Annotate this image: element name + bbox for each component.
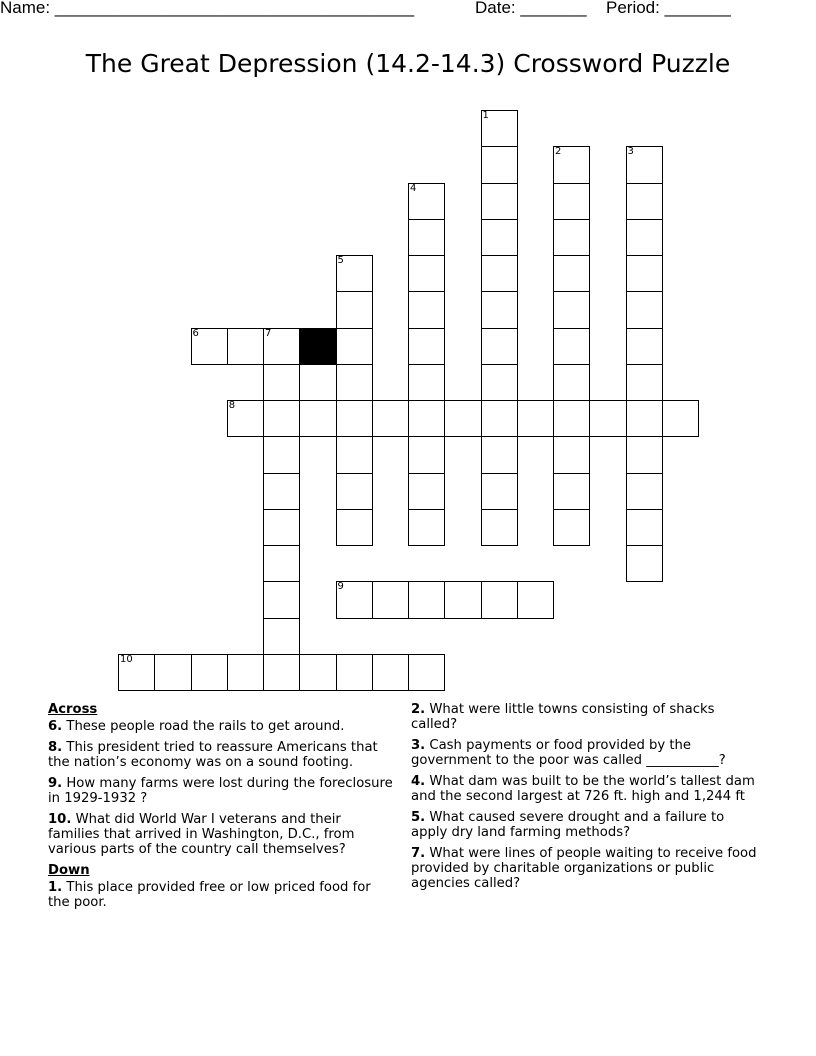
clue-down-7 xyxy=(411,846,761,891)
crossword-cell[interactable] xyxy=(626,473,663,510)
page-title: The Great Depression (14.2-14.3) Crossword Puzzle xyxy=(85,49,731,78)
crossword-cell[interactable] xyxy=(227,400,264,437)
clue-number: 5. xyxy=(411,810,426,825)
crossword-cell[interactable] xyxy=(408,183,445,220)
cell-number: 7 xyxy=(265,327,272,339)
crossword-cell[interactable] xyxy=(626,183,663,220)
crossword-cell[interactable] xyxy=(263,581,300,618)
crossword-cell[interactable] xyxy=(336,255,373,292)
clue-text: These people road the rails to get around. xyxy=(66,719,345,734)
crossword-cell[interactable] xyxy=(227,328,264,365)
down-heading: Down xyxy=(48,863,90,878)
clue-number: 9. xyxy=(48,776,63,791)
clue-number: 6. xyxy=(48,719,63,734)
crossword-cell[interactable] xyxy=(481,255,518,292)
crossword-cell[interactable] xyxy=(408,255,445,292)
crossword-cell[interactable] xyxy=(336,364,373,401)
clue-number: 10. xyxy=(48,812,72,827)
clue-text: Cash payments or food provided by the government to the poor was called ___________? xyxy=(411,738,726,768)
crossword-cell[interactable] xyxy=(517,400,554,437)
cell-number: 1 xyxy=(482,110,489,121)
crossword-cell[interactable] xyxy=(372,581,409,618)
crossword-cell[interactable] xyxy=(481,436,518,473)
crossword-cell[interactable] xyxy=(336,581,373,618)
crossword-cell[interactable] xyxy=(263,618,300,655)
clues-left-column xyxy=(48,702,393,916)
crossword-cell[interactable] xyxy=(191,328,228,365)
crossword-cell[interactable] xyxy=(227,654,264,691)
crossword-cell[interactable] xyxy=(408,581,445,618)
crossword-cell[interactable] xyxy=(481,219,518,256)
crossword-cell[interactable] xyxy=(553,473,590,510)
crossword-cell[interactable] xyxy=(444,581,481,618)
across-heading: Across xyxy=(48,702,98,717)
crossword-cell[interactable] xyxy=(553,219,590,256)
crossword-cell[interactable] xyxy=(481,364,518,401)
crossword-cell[interactable] xyxy=(263,436,300,473)
crossword-cell[interactable] xyxy=(553,255,590,292)
clues-right-column xyxy=(411,702,761,897)
crossword-cell[interactable] xyxy=(444,400,481,437)
crossword-cell[interactable] xyxy=(481,183,518,220)
crossword-cell[interactable] xyxy=(408,436,445,473)
date-field[interactable]: Date: _______ xyxy=(475,0,587,17)
cell-number: 4 xyxy=(410,182,417,194)
crossword-cell[interactable] xyxy=(408,509,445,546)
crossword-cell[interactable] xyxy=(481,509,518,546)
clue-text: This president tried to reassure Americans that the nation’s economy was on a sound footing. xyxy=(48,740,378,770)
crossword-cell[interactable] xyxy=(553,364,590,401)
crossword-cell[interactable] xyxy=(408,473,445,510)
crossword-cell[interactable] xyxy=(336,291,373,328)
crossword-cell[interactable] xyxy=(481,328,518,365)
clue-down-2 xyxy=(411,702,761,732)
crossword-cell[interactable] xyxy=(481,581,518,618)
crossword-cell[interactable] xyxy=(263,473,300,510)
clue-text: How many farms were lost during the foreclosure in 1929-1932 ? xyxy=(48,776,393,806)
crossword-cell[interactable] xyxy=(626,255,663,292)
crossword-cell[interactable] xyxy=(191,654,228,691)
crossword-cell[interactable] xyxy=(336,436,373,473)
name-field[interactable]: Name: ______________________________________ xyxy=(0,0,415,17)
crossword-cell[interactable] xyxy=(626,364,663,401)
crossword-cell[interactable] xyxy=(553,146,590,183)
crossword-cell[interactable] xyxy=(372,654,409,691)
crossword-cell[interactable] xyxy=(263,654,300,691)
crossword-cell[interactable] xyxy=(481,400,518,437)
crossword-cell[interactable] xyxy=(553,291,590,328)
cell-number: 6 xyxy=(192,327,199,339)
crossword-cell[interactable] xyxy=(626,509,663,546)
clue-number: 7. xyxy=(411,846,426,861)
crossword-cell[interactable] xyxy=(372,400,409,437)
clue-text: What caused severe drought and a failure to apply dry land farming methods? xyxy=(411,810,725,840)
cell-number: 3 xyxy=(627,146,634,158)
crossword-cell[interactable] xyxy=(336,328,373,365)
clue-text: What were little towns consisting of shacks called? xyxy=(411,702,715,732)
crossword-cell[interactable] xyxy=(553,400,590,437)
clue-down-1 xyxy=(48,880,393,910)
crossword-cell[interactable] xyxy=(263,509,300,546)
cell-number: 8 xyxy=(228,400,236,411)
crossword-cell[interactable] xyxy=(626,400,663,437)
black-square xyxy=(299,328,336,365)
crossword-cell[interactable] xyxy=(626,146,663,183)
crossword-cell[interactable] xyxy=(263,545,300,582)
period-field[interactable]: Period: _______ xyxy=(606,0,731,17)
crossword-cell[interactable] xyxy=(517,581,554,618)
clue-number: 4. xyxy=(411,774,426,789)
clue-across-10 xyxy=(48,812,393,857)
crossword-cell[interactable] xyxy=(408,364,445,401)
crossword-cell[interactable] xyxy=(118,654,155,691)
clue-text: What dam was built to be the world’s tallest dam and the second largest at 726 ft. high and 1,244 ft xyxy=(411,774,755,804)
crossword-cell[interactable] xyxy=(481,110,518,147)
clue-number: 2. xyxy=(411,702,426,717)
crossword-cell[interactable] xyxy=(154,654,191,691)
crossword-cell[interactable] xyxy=(408,219,445,256)
cell-number: 2 xyxy=(555,146,562,158)
crossword-cell[interactable] xyxy=(336,509,373,546)
cell-number: 5 xyxy=(337,255,344,266)
crossword-cell[interactable] xyxy=(626,545,663,582)
clue-across-9 xyxy=(48,776,393,806)
crossword-cell[interactable] xyxy=(553,509,590,546)
crossword-cell[interactable] xyxy=(626,219,663,256)
crossword-cell[interactable] xyxy=(553,328,590,365)
clue-text: What were lines of people waiting to receive food provided by charitable organizations or public agencies called? xyxy=(411,846,757,891)
crossword-cell[interactable] xyxy=(263,364,300,401)
crossword-cell[interactable] xyxy=(481,146,518,183)
crossword-cell[interactable] xyxy=(553,183,590,220)
crossword-cell[interactable] xyxy=(299,400,336,437)
crossword-cell[interactable] xyxy=(408,654,445,691)
cell-number: 9 xyxy=(337,581,344,593)
crossword-cell[interactable] xyxy=(263,400,300,437)
clue-down-5 xyxy=(411,810,761,840)
clue-down-4 xyxy=(411,774,761,804)
clue-text: This place provided free or low priced food for the poor. xyxy=(48,880,371,910)
crossword-cell[interactable] xyxy=(626,291,663,328)
crossword-cell[interactable] xyxy=(589,400,626,437)
crossword-cell[interactable] xyxy=(336,654,373,691)
crossword-cell[interactable] xyxy=(626,328,663,365)
crossword-cell[interactable] xyxy=(336,400,373,437)
clue-number: 3. xyxy=(411,738,426,753)
crossword-cell[interactable] xyxy=(481,291,518,328)
crossword-cell[interactable] xyxy=(263,328,300,365)
clue-number: 1. xyxy=(48,880,63,895)
crossword-cell[interactable] xyxy=(408,400,445,437)
clue-text: What did World War I veterans and their families that arrived in Washington, D.C., from various parts of the country call themselves? xyxy=(48,812,355,857)
crossword-cell[interactable] xyxy=(299,654,336,691)
crossword-cell[interactable] xyxy=(408,328,445,365)
clue-across-8 xyxy=(48,740,393,770)
crossword-cell[interactable] xyxy=(481,473,518,510)
crossword-cell[interactable] xyxy=(662,400,699,437)
crossword-cell[interactable] xyxy=(408,291,445,328)
crossword-cell[interactable] xyxy=(626,436,663,473)
clue-across-6 xyxy=(48,719,393,734)
clue-down-3 xyxy=(411,738,761,768)
clue-number: 8. xyxy=(48,740,63,755)
crossword-cell[interactable] xyxy=(336,473,373,510)
crossword-cell[interactable] xyxy=(553,436,590,473)
cell-number: 10 xyxy=(120,653,133,665)
